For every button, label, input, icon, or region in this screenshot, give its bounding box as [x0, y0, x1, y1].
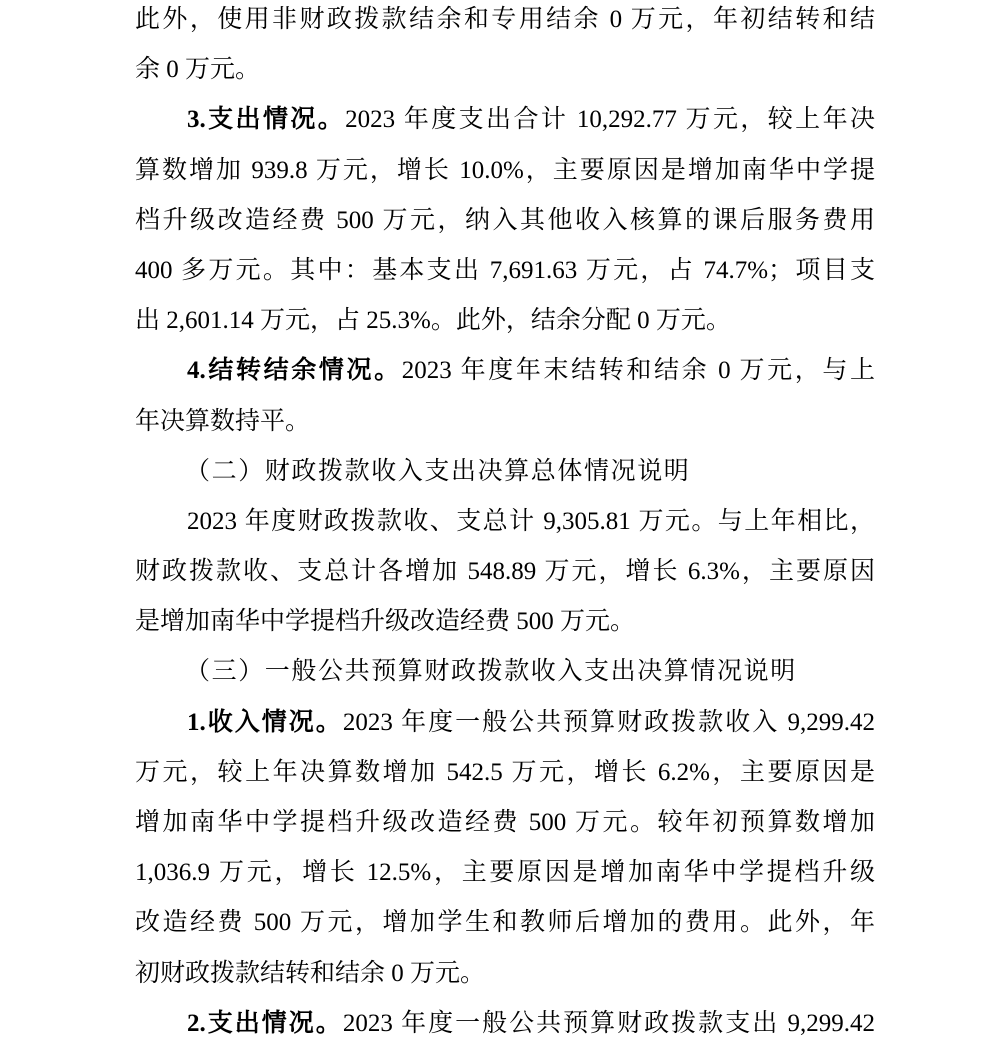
- paragraph-line: 2023 年度财政拨款收、支总计 9,305.81 万元。与上年相比，: [187, 507, 875, 535]
- paragraph-line-text: 2023 年度支出合计 10,292.77 万元，较上年决: [345, 106, 875, 134]
- paragraph-line: 档升级改造经费 500 万元，纳入其他收入核算的课后服务费用: [135, 206, 875, 234]
- paragraph-lead-income: 1.收入情况。: [187, 708, 343, 736]
- paragraph-line: 年决算数持平。: [135, 407, 311, 435]
- paragraph-line: 改造经费 500 万元，增加学生和教师后增加的费用。此外，年: [135, 909, 875, 937]
- paragraph-line: 是增加南华中学提档升级改造经费 500 万元。: [135, 608, 636, 636]
- paragraph-lead-expenditure-general: 2.支出情况。: [187, 1009, 343, 1037]
- paragraph-line-text: 2023 年度一般公共预算财政拨款收入 9,299.42: [342, 708, 875, 736]
- paragraph-line: 400 多万元。其中：基本支出 7,691.63 万元，占 74.7%；项目支: [135, 256, 875, 284]
- paragraph-line: 增加南华中学提档升级改造经费 500 万元。较年初预算数增加: [135, 809, 875, 836]
- paragraph-line: 万元，较上年决算数增加 542.5 万元，增长 6.2%，主要原因是: [135, 758, 875, 786]
- paragraph-line: 此外，使用非财政拨款结余和专用结余 0 万元，年初结转和结: [135, 6, 875, 33]
- paragraph-fiscal-overview: [135, 497, 875, 648]
- paragraph-carryover-balance: [135, 346, 875, 446]
- paragraph-general-budget-expenditure: [135, 999, 875, 1044]
- section-heading-general-budget: （三）一般公共预算财政拨款收入支出决算情况说明: [185, 658, 797, 686]
- section-heading-fiscal-overview: （二）财政拨款收入支出决算总体情况说明: [185, 457, 691, 485]
- paragraph-line: 初财政拨款结转和结余 0 万元。: [135, 959, 486, 987]
- paragraph-line: 余 0 万元。: [135, 56, 261, 84]
- paragraph-line: 1,036.9 万元，增长 12.5%，主要原因是增加南华中学提档升级: [135, 859, 875, 887]
- paragraph-expenditure: [135, 95, 875, 346]
- paragraph-line: 财政拨款收、支总计各增加 548.89 万元，增长 6.3%，主要原因: [135, 558, 875, 586]
- document-page: [135, 0, 875, 1044]
- paragraph-line: [135, 346, 875, 396]
- paragraph-line: 出 2,601.14 万元，占 25.3%。此外，结余分配 0 万元。: [135, 307, 731, 335]
- paragraph-general-budget-income: [135, 698, 875, 999]
- paragraph-line: [135, 999, 875, 1044]
- paragraph-lead-expenditure: 3.支出情况。: [187, 106, 346, 134]
- paragraph-line: [135, 95, 875, 145]
- paragraph-line: 算数增加 939.8 万元，增长 10.0%，主要原因是增加南华中学提: [135, 156, 875, 184]
- paragraph-lead-carryover: 4.结转结余情况。: [187, 357, 402, 385]
- paragraph-carryover-continued: [135, 0, 875, 95]
- paragraph-line: [135, 698, 875, 748]
- paragraph-line-text: 2023 年度一般公共预算财政拨款支出 9,299.42: [342, 1009, 875, 1037]
- paragraph-line-text: 2023 年度年末结转和结余 0 万元，与上: [401, 357, 875, 385]
